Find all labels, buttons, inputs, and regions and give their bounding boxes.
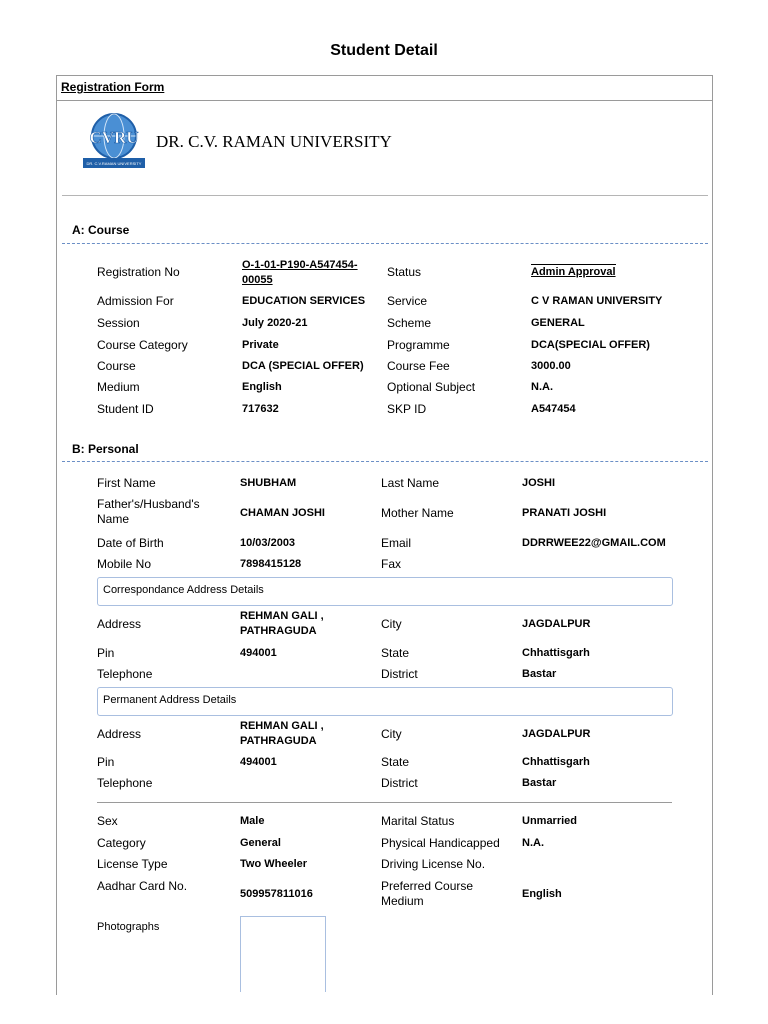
university-name: DR. C.V. RAMAN UNIVERSITY [156, 132, 392, 151]
perm-telephone-label: Telephone [97, 776, 153, 790]
preferred-medium-label: Preferred Course Medium [381, 879, 474, 908]
first-name-value: SHUBHAM [240, 477, 297, 489]
programme-label: Programme [387, 338, 450, 352]
course-category-label: Course Category [97, 338, 188, 352]
permanent-address-header: Permanent Address Details [97, 687, 673, 716]
mobile-label: Mobile No [97, 557, 152, 571]
service-value: C V RAMAN UNIVERSITY [531, 295, 663, 307]
section-divider [62, 461, 708, 462]
perm-city-label: City [381, 727, 402, 741]
email-label: Email [381, 536, 412, 550]
student-id-value: 717632 [242, 403, 279, 415]
perm-pin-value: 494001 [240, 756, 277, 768]
corr-pin-value: 494001 [240, 647, 277, 659]
preferred-medium-value: English [522, 888, 562, 900]
course-fee-label: Course Fee [387, 359, 450, 373]
corr-telephone-label: Telephone [97, 667, 153, 681]
course-fee-value: 3000.00 [531, 360, 571, 372]
sex-label: Sex [97, 814, 118, 828]
session-value: July 2020-21 [242, 317, 308, 329]
photograph-placeholder [240, 916, 326, 992]
mobile-value: 7898415128 [240, 558, 302, 570]
perm-pin-label: Pin [97, 755, 115, 769]
last-name-value: JOSHI [522, 477, 556, 489]
driving-license-label: Driving License No. [381, 857, 486, 871]
university-logo [82, 112, 146, 170]
perm-district-value: Bastar [522, 777, 557, 789]
mother-name-label: Mother Name [381, 506, 454, 520]
license-type-value: Two Wheeler [240, 858, 308, 870]
dob-label: Date of Birth [97, 536, 164, 550]
admission-for-value: EDUCATION SERVICES [242, 295, 366, 307]
session-label: Session [97, 316, 140, 330]
skp-id-label: SKP ID [387, 402, 427, 416]
perm-address-value: REHMAN GALI , PATHRAGUDA [240, 720, 324, 747]
corr-state-value: Chhattisgarh [522, 647, 590, 659]
registration-form-link[interactable]: Registration Form [61, 80, 165, 94]
email-value: DDRRWEE22@GMAIL.COM [522, 537, 666, 549]
page-title: Student Detail [330, 42, 438, 59]
logo-subtext: DR. C.V.RAMAN UNIVERSITY [86, 161, 142, 166]
scheme-value: GENERAL [531, 317, 585, 329]
corr-pin-label: Pin [97, 646, 115, 660]
aadhar-label: Aadhar Card No. [97, 879, 188, 893]
perm-state-value: Chhattisgarh [522, 756, 590, 768]
corr-city-label: City [381, 617, 402, 631]
optional-subject-label: Optional Subject [387, 380, 476, 394]
programme-value: DCA(SPECIAL OFFER) [531, 339, 650, 351]
perm-city-value: JAGDALPUR [522, 728, 591, 740]
student-id-label: Student ID [97, 402, 154, 416]
perm-address-label: Address [97, 727, 142, 741]
course-label: Course [97, 359, 136, 373]
mother-name-value: PRANATI JOSHI [522, 507, 607, 519]
divider [56, 100, 713, 101]
section-title-course: A: Course [72, 223, 130, 237]
medium-value: English [242, 381, 282, 393]
corr-city-value: JAGDALPUR [522, 618, 591, 630]
admission-for-label: Admission For [97, 294, 174, 308]
corr-district-label: District [381, 667, 418, 681]
registration-no-value: O-1-01-P190-A547454-00055 [242, 259, 358, 286]
perm-district-label: District [381, 776, 418, 790]
corr-address-label: Address [97, 617, 142, 631]
father-name-value: CHAMAN JOSHI [240, 507, 325, 519]
physical-handicapped-value: N.A. [522, 837, 544, 849]
course-value: DCA (SPECIAL OFFER) [242, 360, 364, 372]
divider [97, 802, 672, 803]
category-label: Category [97, 836, 146, 850]
scheme-label: Scheme [387, 316, 432, 330]
fax-label: Fax [381, 557, 402, 571]
category-value: General [240, 837, 281, 849]
course-category-value: Private [242, 339, 279, 351]
registration-no-label: Registration No [97, 265, 180, 279]
correspondence-address-header: Correspondance Address Details [97, 577, 673, 606]
last-name-label: Last Name [381, 476, 440, 490]
corr-address-value: REHMAN GALI , PATHRAGUDA [240, 610, 324, 637]
divider [62, 195, 708, 196]
optional-subject-value: N.A. [531, 381, 553, 393]
logo-text: CVRU [89, 128, 139, 147]
service-label: Service [387, 294, 428, 308]
marital-status-label: Marital Status [381, 814, 455, 828]
status-value[interactable]: Admin Approval [531, 266, 616, 278]
father-name-label: Father's/Husband's Name [97, 497, 200, 526]
physical-handicapped-label: Physical Handicapped [381, 836, 500, 850]
section-divider [62, 243, 708, 244]
sex-value: Male [240, 815, 265, 827]
first-name-label: First Name [97, 476, 156, 490]
section-title-personal: B: Personal [72, 442, 139, 456]
aadhar-value: 509957811016 [240, 888, 313, 900]
marital-status-value: Unmarried [522, 815, 578, 827]
status-label: Status [387, 265, 422, 279]
skp-id-value: A547454 [531, 403, 576, 415]
license-type-label: License Type [97, 857, 168, 871]
corr-district-value: Bastar [522, 668, 557, 680]
medium-label: Medium [97, 380, 140, 394]
dob-value: 10/03/2003 [240, 537, 296, 549]
perm-state-label: State [381, 755, 410, 769]
corr-state-label: State [381, 646, 410, 660]
photographs-label: Photographs [97, 921, 160, 933]
